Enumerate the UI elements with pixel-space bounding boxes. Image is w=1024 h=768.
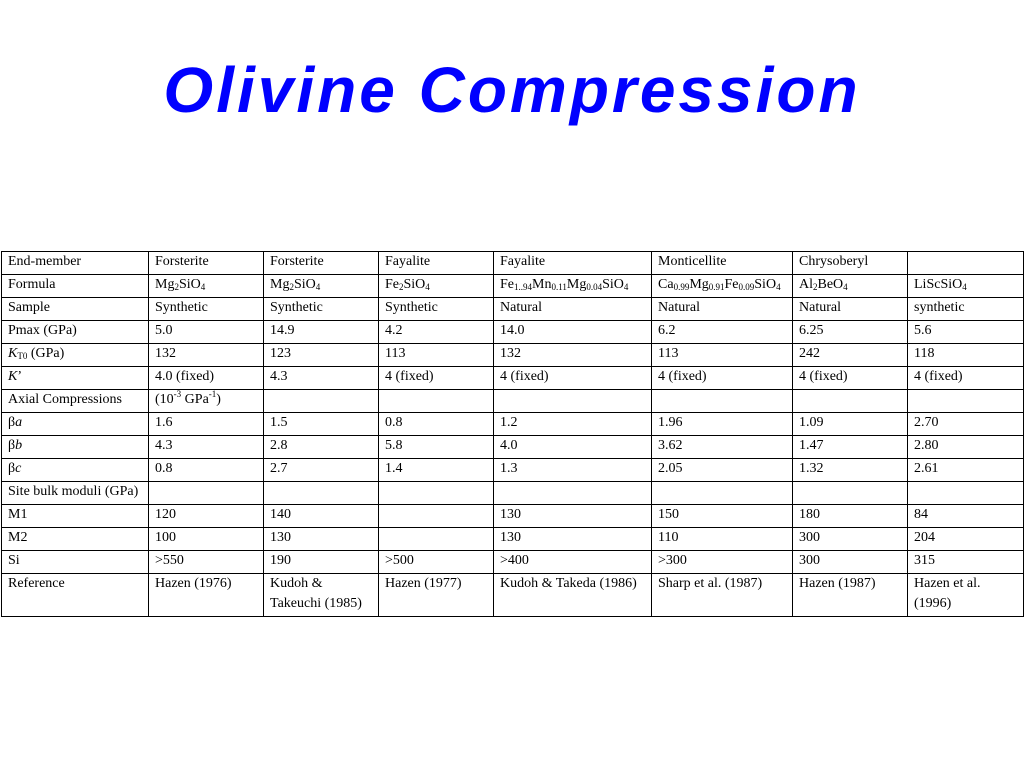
table-cell: 315 [908, 551, 1024, 574]
table-row-formula [2, 275, 1024, 298]
empty-cell [652, 390, 793, 413]
reference-cell: Sharp et al. (1987) [652, 574, 793, 617]
row-label-m1: M1 [2, 505, 149, 528]
table-cell: 1.32 [793, 459, 908, 482]
reference-cell: Hazen (1987) [793, 574, 908, 617]
empty-cell [793, 482, 908, 505]
table-cell: 84 [908, 505, 1024, 528]
row-label-beta-b: βb [2, 436, 149, 459]
row-label-beta-c: βc [2, 459, 149, 482]
empty-cell [908, 482, 1024, 505]
empty-cell [652, 482, 793, 505]
table-cell: Synthetic [264, 298, 379, 321]
table-cell: 130 [264, 528, 379, 551]
table-cell: 4 (fixed) [379, 367, 494, 390]
empty-cell [793, 390, 908, 413]
table-cell: 4 (fixed) [793, 367, 908, 390]
reference-cell: Hazen et al. (1996) [908, 574, 1024, 617]
table-cell: 4.3 [149, 436, 264, 459]
row-label-pmax: Pmax (GPa) [2, 321, 149, 344]
column-header: Chrysoberyl [793, 252, 908, 275]
table-cell: 14.0 [494, 321, 652, 344]
table-cell: 2.8 [264, 436, 379, 459]
table-cell: 190 [264, 551, 379, 574]
table-cell: Natural [652, 298, 793, 321]
table-cell: 1.96 [652, 413, 793, 436]
table-cell: 5.8 [379, 436, 494, 459]
table-row-axial-compressions [2, 390, 1024, 413]
table-cell: Natural [494, 298, 652, 321]
table-cell: 118 [908, 344, 1024, 367]
table-cell: 4.0 (fixed) [149, 367, 264, 390]
table-cell: 180 [793, 505, 908, 528]
table-cell: >400 [494, 551, 652, 574]
table-cell: Natural [793, 298, 908, 321]
table-cell: 113 [379, 344, 494, 367]
table-row-reference [2, 574, 1024, 617]
table-cell: 2.61 [908, 459, 1024, 482]
table-cell: 132 [494, 344, 652, 367]
table-cell: 1.6 [149, 413, 264, 436]
row-label-sample: Sample [2, 298, 149, 321]
column-header [908, 252, 1024, 275]
table-row-beta-c [2, 459, 1024, 482]
column-header: Fayalite [379, 252, 494, 275]
table-cell: 0.8 [379, 413, 494, 436]
row-label-site-bulk-moduli: Site bulk moduli (GPa) [2, 482, 149, 505]
reference-cell: Hazen (1976) [149, 574, 264, 617]
reference-cell: Kudoh & Takeuchi (1985) [264, 574, 379, 617]
row-label-axial-compressions: Axial Compressions [2, 390, 149, 413]
row-label-si: Si [2, 551, 149, 574]
table-cell: 300 [793, 551, 908, 574]
table-cell: 100 [149, 528, 264, 551]
table-cell: 1.5 [264, 413, 379, 436]
column-header: Monticellite [652, 252, 793, 275]
table-cell: 120 [149, 505, 264, 528]
table-cell: >550 [149, 551, 264, 574]
table-cell: 1.2 [494, 413, 652, 436]
table-cell: 4.0 [494, 436, 652, 459]
table-cell: 2.70 [908, 413, 1024, 436]
table-cell: 1.47 [793, 436, 908, 459]
table-cell: 4.2 [379, 321, 494, 344]
formula-cell: $Ca_{0.99}Mg_{0.91}Fe_{0.09}SiO_4$ [652, 275, 793, 298]
column-header: Fayalite [494, 252, 652, 275]
table-row-end-member [2, 252, 1024, 275]
row-label-reference: Reference [2, 574, 149, 617]
table-cell: 0.8 [149, 459, 264, 482]
table-row-pmax [2, 321, 1024, 344]
table-cell: 123 [264, 344, 379, 367]
table-cell: 5.6 [908, 321, 1024, 344]
formula-cell: $Fe_2SiO_4$ [379, 275, 494, 298]
empty-cell [379, 390, 494, 413]
table-cell: 4 (fixed) [494, 367, 652, 390]
table-row-m1 [2, 505, 1024, 528]
row-label-beta-a: βa [2, 413, 149, 436]
table-cell: 132 [149, 344, 264, 367]
table-cell: Synthetic [149, 298, 264, 321]
table-cell: 130 [494, 505, 652, 528]
table-row-beta-b [2, 436, 1024, 459]
row-label-kprime: K’ [2, 367, 149, 390]
row-label-m2: M2 [2, 528, 149, 551]
reference-cell: Kudoh & Takeda (1986) [494, 574, 652, 617]
formula-cell: $Mg_2SiO_4$ [149, 275, 264, 298]
table-row-sample [2, 298, 1024, 321]
table-cell: >300 [652, 551, 793, 574]
empty-cell [379, 482, 494, 505]
row-label-end-member: End-member [2, 252, 149, 275]
table-cell: 110 [652, 528, 793, 551]
table-row-si [2, 551, 1024, 574]
table-cell: 4 (fixed) [908, 367, 1024, 390]
table-cell: 140 [264, 505, 379, 528]
formula-cell: $Al_2BeO_4$ [793, 275, 908, 298]
table-cell: 1.4 [379, 459, 494, 482]
table-cell: 3.62 [652, 436, 793, 459]
table-cell: 4.3 [264, 367, 379, 390]
formula-cell: LiScSiO$_4$ [908, 275, 1024, 298]
formula-cell: $Mg_2SiO_4$ [264, 275, 379, 298]
slide-title: Olivine Compression [163, 54, 861, 126]
table-cell: synthetic [908, 298, 1024, 321]
table-cell: 300 [793, 528, 908, 551]
table-cell [379, 505, 494, 528]
table-cell: 1.09 [793, 413, 908, 436]
table-cell: 1.3 [494, 459, 652, 482]
table-cell: >500 [379, 551, 494, 574]
table-row-m2 [2, 528, 1024, 551]
table-cell: 2.7 [264, 459, 379, 482]
table-cell: 2.05 [652, 459, 793, 482]
empty-cell [494, 390, 652, 413]
table-row-site-bulk-moduli [2, 482, 1024, 505]
column-header: Forsterite [264, 252, 379, 275]
table-cell: 6.25 [793, 321, 908, 344]
units-cell: ($10^{-3}$ GPa$^{-1}$) [149, 390, 264, 413]
table-cell: Synthetic [379, 298, 494, 321]
empty-cell [264, 482, 379, 505]
table-cell [379, 528, 494, 551]
column-header: Forsterite [149, 252, 264, 275]
row-label-formula: Formula [2, 275, 149, 298]
table-cell: 5.0 [149, 321, 264, 344]
table-cell: 130 [494, 528, 652, 551]
formula-cell: $Fe_{1..94}Mn_{0.11}Mg_{0.04}SiO_4$ [494, 275, 652, 298]
table-cell: 14.9 [264, 321, 379, 344]
table-cell: 113 [652, 344, 793, 367]
empty-cell [908, 390, 1024, 413]
table-cell: 6.2 [652, 321, 793, 344]
table-cell: 204 [908, 528, 1024, 551]
table-cell: 242 [793, 344, 908, 367]
olivine-compression-table [1, 251, 1024, 617]
reference-cell: Hazen (1977) [379, 574, 494, 617]
table-cell: 4 (fixed) [652, 367, 793, 390]
table-row-kt0 [2, 344, 1024, 367]
table-row-kprime [2, 367, 1024, 390]
table-cell: 150 [652, 505, 793, 528]
row-label-kt0: $K_{T0}$ (GPa) [2, 344, 149, 367]
empty-cell [264, 390, 379, 413]
table-row-beta-a [2, 413, 1024, 436]
empty-cell [149, 482, 264, 505]
table-cell: 2.80 [908, 436, 1024, 459]
empty-cell [494, 482, 652, 505]
